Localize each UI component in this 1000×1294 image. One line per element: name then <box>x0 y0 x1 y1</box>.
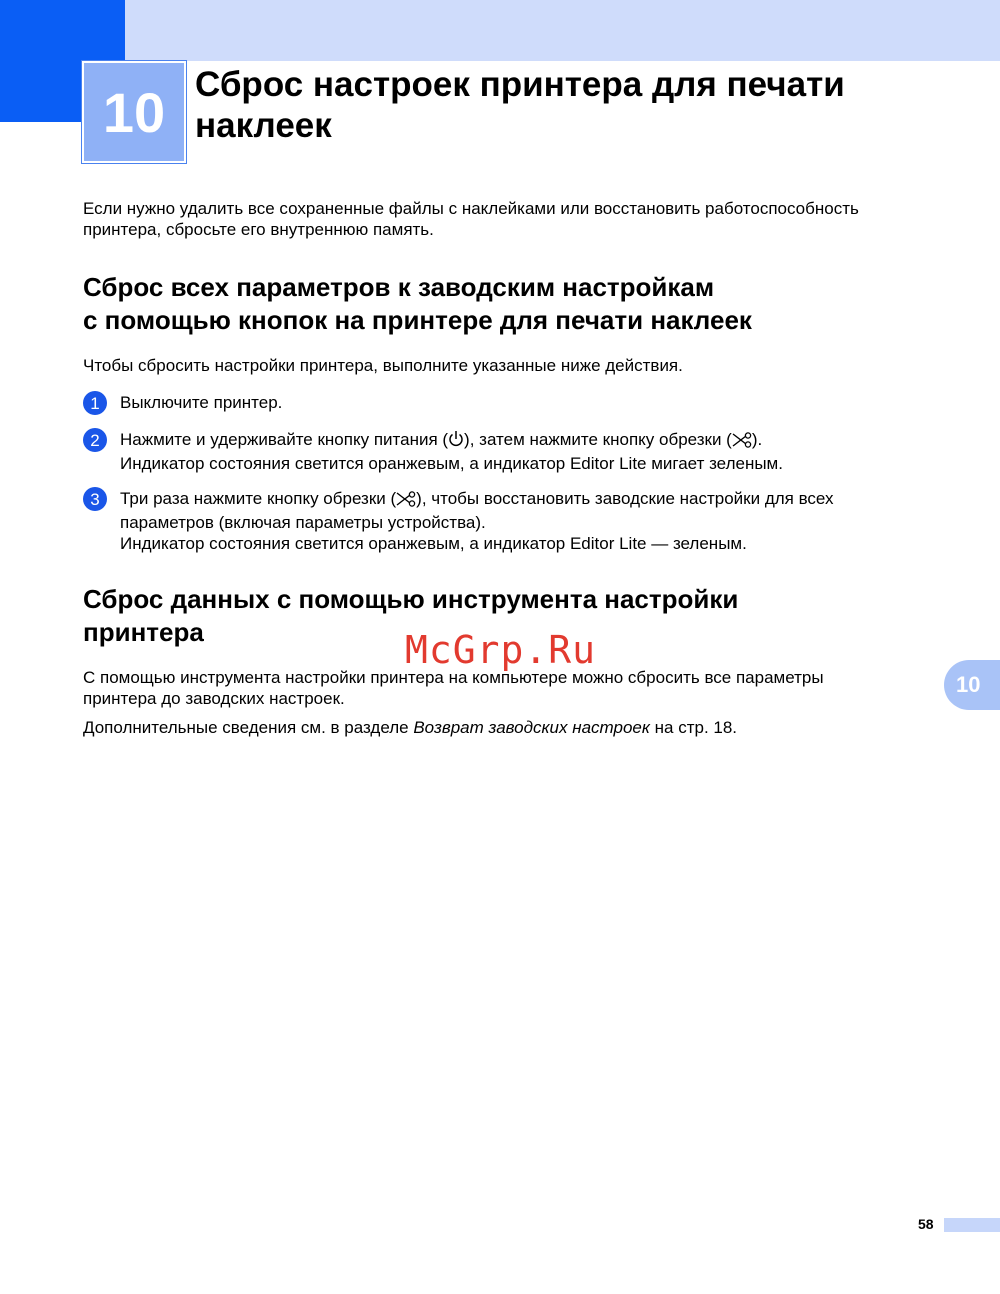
section2-heading-line1: Сброс данных с помощью инструмента настройки <box>83 584 739 614</box>
section1-heading-line2: с помощью кнопок на принтере для печати наклеек <box>83 305 752 335</box>
step-1-number: 1 <box>83 391 107 415</box>
step-2-text-c: ). <box>751 430 763 449</box>
reference-text-a: Дополнительные сведения см. в разделе <box>83 718 414 737</box>
step-3 <box>83 488 943 554</box>
step-3-line3: Индикатор состояния светится оранжевым, а индикатор Editor Lite — зеленым. <box>120 534 747 553</box>
intro-paragraph <box>83 198 923 240</box>
section1-lead: Чтобы сбросить настройки принтера, выполните указанные ниже действия. <box>83 356 683 375</box>
reference-text-b: на стр. 18. <box>649 718 738 737</box>
step-3-line2: параметров (включая параметры устройства). <box>120 513 486 532</box>
section1-heading <box>83 271 943 337</box>
step-2-text-a: Нажмите и удерживайте кнопку питания ( <box>120 430 449 449</box>
step-1-text: Выключите принтер. <box>120 393 283 412</box>
reference-link[interactable]: Возврат заводских настроек <box>413 718 650 737</box>
section2-heading-line2: принтера <box>83 617 204 647</box>
step-2-text-b: ), затем нажмите кнопку обрезки ( <box>464 430 732 449</box>
step-3-line1 <box>120 488 943 512</box>
header-band <box>0 0 1000 61</box>
power-icon <box>448 430 464 453</box>
section2-para1-line2: принтера до заводских настроек. <box>83 689 345 708</box>
page-number-bar <box>944 1218 1000 1232</box>
step-2-number: 2 <box>83 428 107 452</box>
section2-reference <box>83 717 923 738</box>
step-2-line2: Индикатор состояния светится оранжевым, а индикатор Editor Lite мигает зеленым. <box>120 454 783 473</box>
section2-para1-line1: С помощью инструмента настройки принтера на компьютере можно сбросить все параметры <box>83 668 824 687</box>
scissors-icon <box>396 491 416 512</box>
step-3-text-a: Три раза нажмите кнопку обрезки ( <box>120 489 397 508</box>
page-number: 58 <box>918 1216 934 1232</box>
section2-paragraph <box>83 667 923 709</box>
chapter-title-line1: Сброс настроек принтера для печати <box>195 65 845 104</box>
chapter-side-tab[interactable]: 10 <box>944 660 1000 710</box>
chapter-number-box: 10 <box>82 61 186 163</box>
step-1 <box>83 392 943 413</box>
scissors-icon <box>732 432 752 453</box>
step-2 <box>83 429 943 474</box>
chapter-title-line2: наклеек <box>195 106 332 145</box>
intro-line2: принтера, сбросьте его внутреннюю память. <box>83 220 434 239</box>
intro-line1: Если нужно удалить все сохраненные файлы с наклейками или восстановить работоспособность <box>83 199 859 218</box>
section1-heading-line1: Сброс всех параметров к заводским настройкам <box>83 272 715 302</box>
step-3-number: 3 <box>83 487 107 511</box>
chapter-title <box>195 64 975 146</box>
step-2-line1 <box>120 429 943 453</box>
watermark: McGrp.Ru <box>405 628 597 672</box>
step-3-text-b: ), чтобы восстановить заводские настройки для всех <box>416 489 834 508</box>
